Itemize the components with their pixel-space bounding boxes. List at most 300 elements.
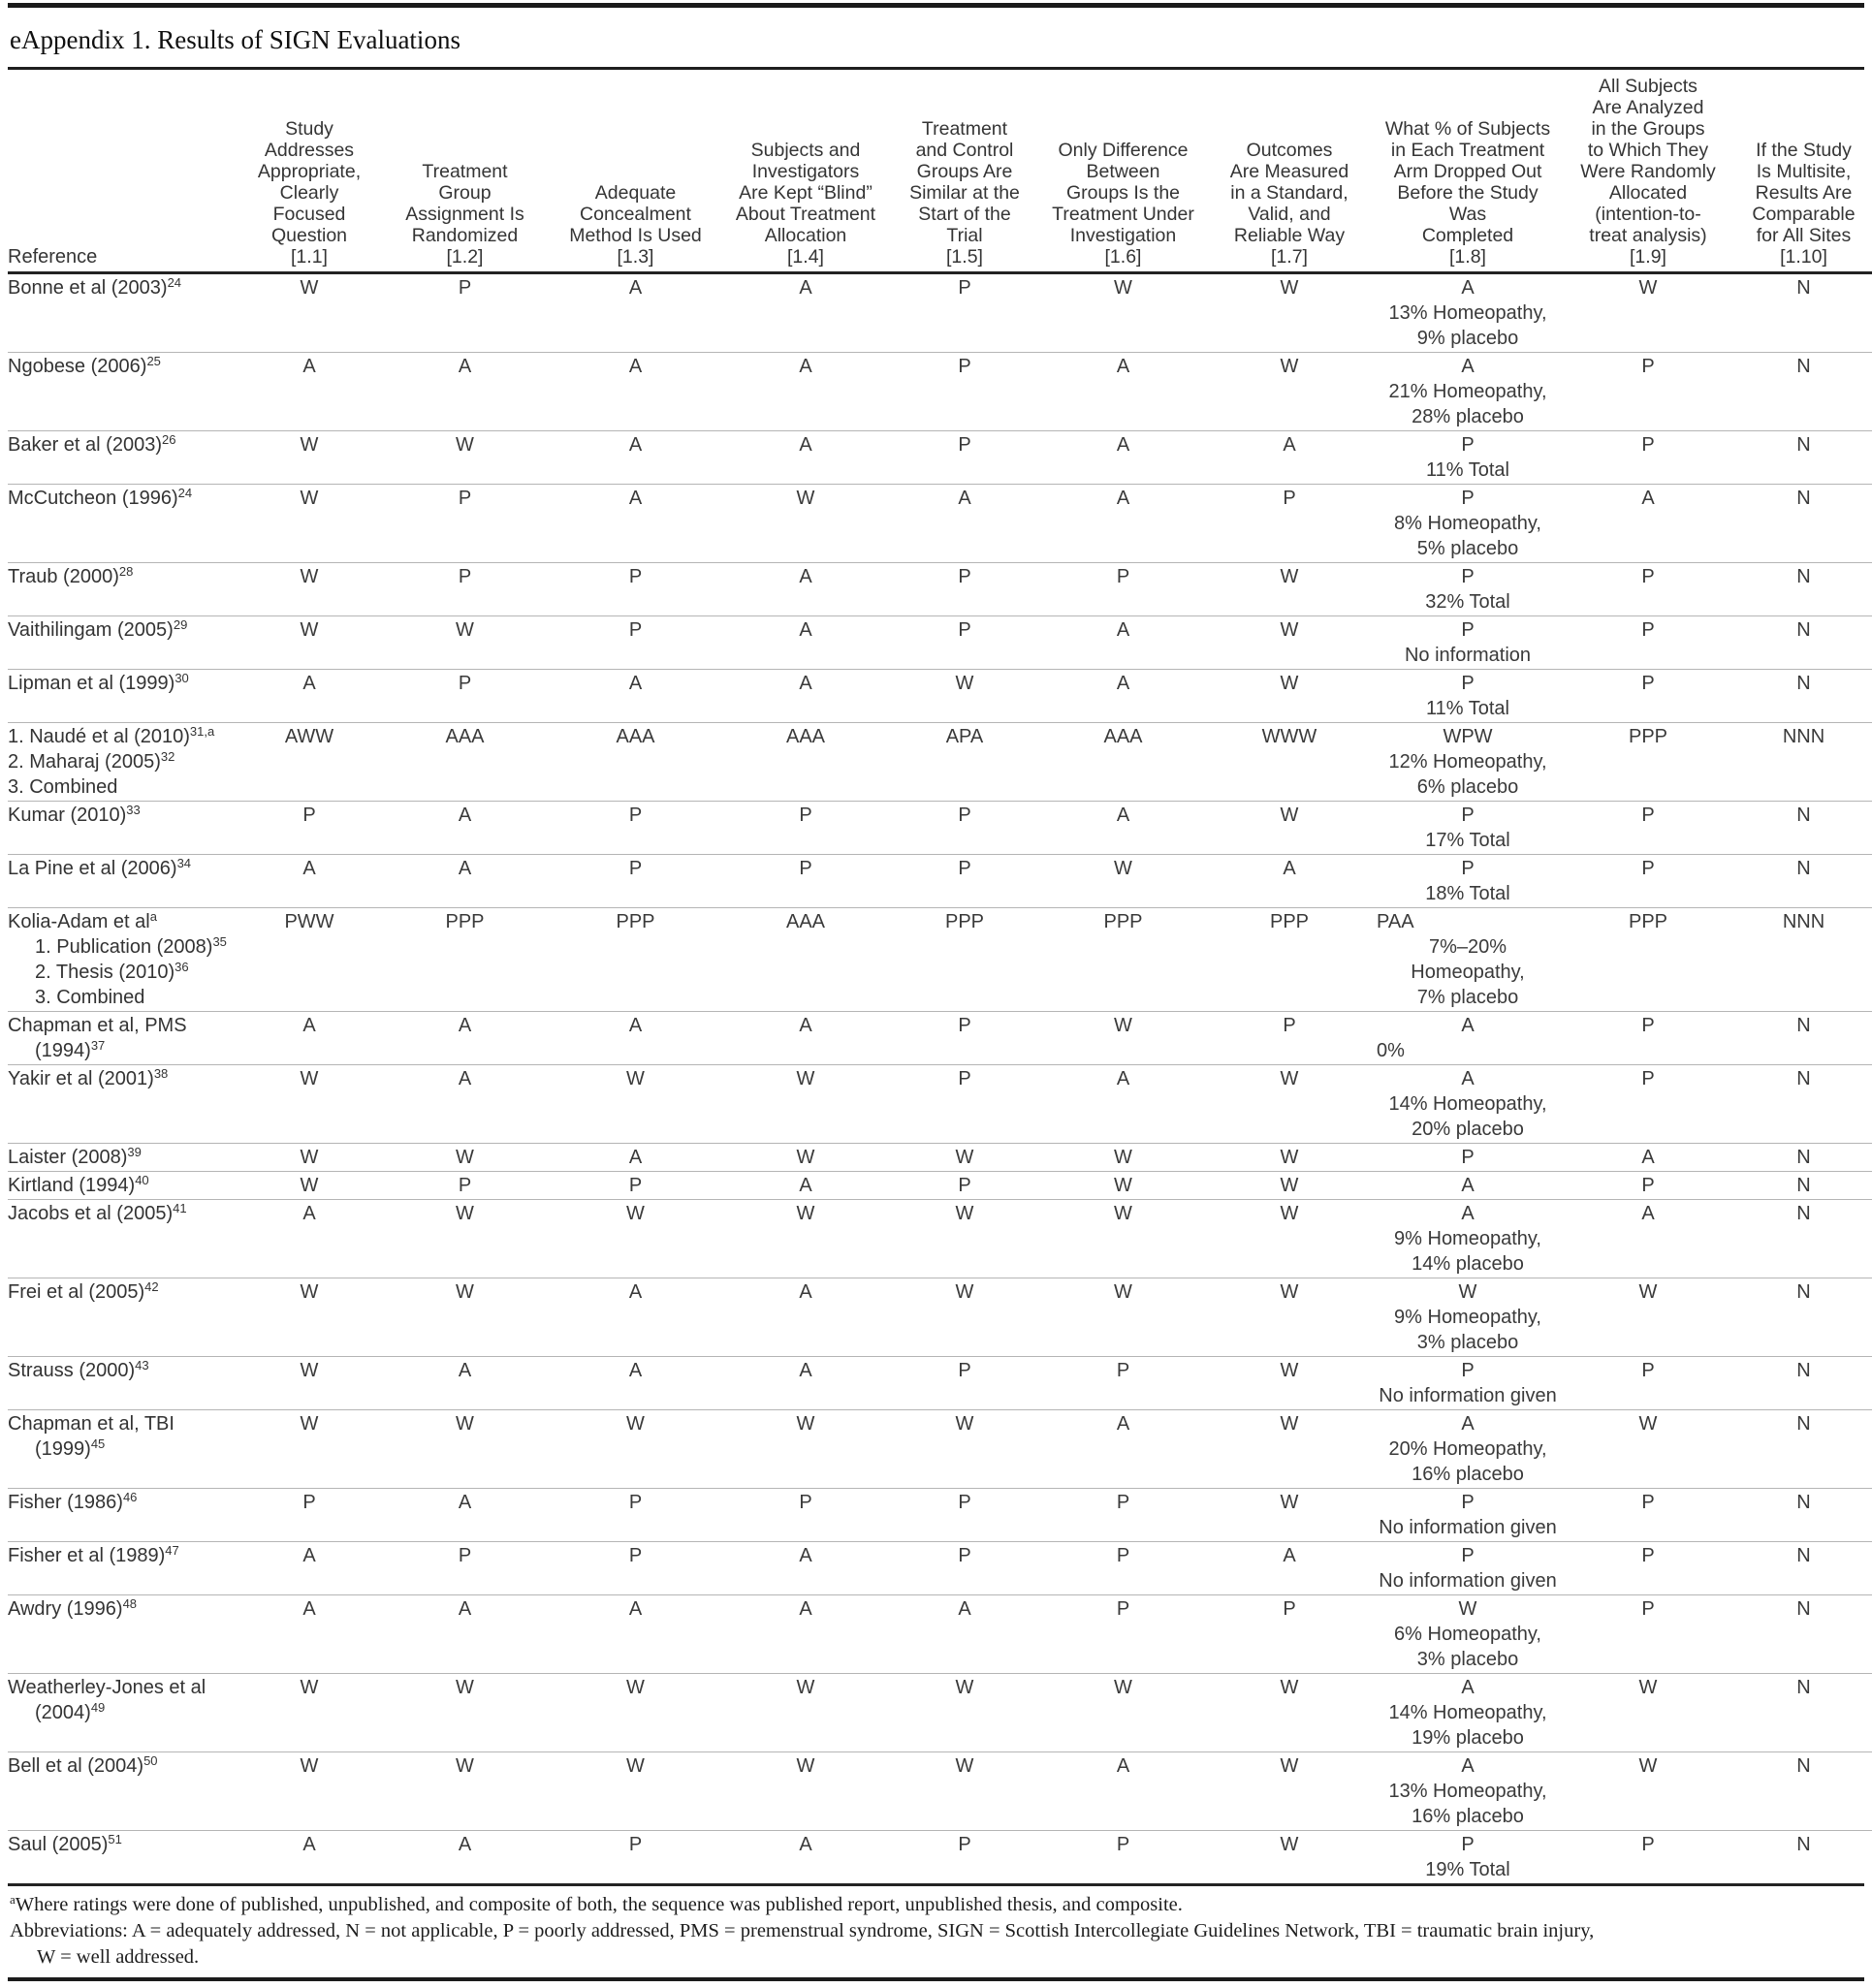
rating-cell: W	[1114, 1281, 1132, 1303]
header-line: Question	[270, 225, 348, 246]
reference-line: Fisher et al $(1989)^{47}$	[8, 1543, 179, 1566]
rating-cell: W	[796, 1068, 815, 1089]
rating-cell: W	[1280, 1281, 1299, 1303]
dropout-note: 20% placebo	[1412, 1119, 1524, 1140]
rating-cell: P	[958, 805, 971, 826]
dropout-note: 3% placebo	[1416, 1649, 1519, 1670]
dropout-rating: W	[1458, 1598, 1477, 1620]
column-header	[236, 70, 383, 273]
header-code: [1.5]	[946, 246, 983, 268]
dropout-rating: P	[1461, 1834, 1475, 1855]
header-code: [1.2]	[446, 246, 484, 268]
rating-cell: P	[1641, 1175, 1655, 1196]
rating-cell: P	[1641, 1834, 1655, 1855]
rating-cell: W	[1114, 858, 1132, 879]
dropout-cell	[1375, 563, 1561, 616]
rating-cell: A	[628, 488, 643, 509]
table-row	[8, 908, 1872, 1012]
rating-cell: A	[302, 1834, 316, 1855]
dropout-note: 3% placebo	[1416, 1332, 1519, 1353]
footnotes	[8, 1883, 1864, 1981]
footnote-abbreviations	[10, 1918, 1864, 1971]
rating-cell: W	[1638, 277, 1658, 299]
table-row	[8, 1278, 1872, 1357]
reference-cell	[8, 1278, 236, 1357]
reference-cell	[8, 908, 236, 1012]
dropout-note: 14% Homeopathy,	[1388, 1093, 1547, 1115]
header-line: What % of Subjects	[1384, 118, 1551, 140]
rating-cell: P	[628, 805, 643, 826]
rating-cell: P	[1641, 1068, 1655, 1089]
reference-cell	[8, 855, 236, 908]
dropout-cell	[1375, 1831, 1561, 1884]
rating-cell: A	[458, 1360, 472, 1381]
rating-cell: P	[958, 1175, 971, 1196]
reference-line: Jacobs et al $(2005)^{41}$	[8, 1201, 187, 1224]
dropout-note: 0%	[1377, 1040, 1405, 1061]
header-line: Randomized	[411, 225, 519, 246]
rating-cell: N	[1796, 673, 1811, 694]
header-line: Reliable Way	[1233, 225, 1346, 246]
rating-cell: A	[799, 1598, 812, 1620]
rating-cell: P	[1641, 673, 1655, 694]
rating-cell: A	[799, 356, 812, 377]
table-row	[8, 353, 1872, 431]
rating-cell: W	[456, 1413, 474, 1435]
table-row	[8, 485, 1872, 563]
dropout-cell	[1375, 353, 1561, 431]
rating-cell: W	[1280, 619, 1299, 641]
rating-cell: N	[1796, 1677, 1811, 1698]
reference-line: Kolia-Adam et $al^a$	[8, 909, 157, 932]
dropout-note: 14% Homeopathy,	[1388, 1702, 1547, 1723]
dropout-cell	[1375, 1144, 1561, 1172]
rating-cell: W	[1280, 356, 1299, 377]
rating-cell: A	[628, 673, 643, 694]
rating-cell: P	[1116, 566, 1130, 587]
header-line: treat analysis)	[1589, 225, 1707, 246]
dropout-note: 17% Total	[1425, 830, 1510, 851]
rating-cell: P	[1641, 858, 1655, 879]
dropout-note: 16% placebo	[1412, 1806, 1524, 1827]
column-header	[887, 70, 1042, 273]
rating-cell: W	[1280, 566, 1299, 587]
rating-cell: N	[1796, 1281, 1811, 1303]
dropout-cell	[1375, 1172, 1561, 1200]
header-line: Are Measured	[1229, 161, 1349, 182]
dropout-rating: A	[1461, 1015, 1475, 1036]
citation-superscript: 33	[126, 803, 141, 817]
rating-cell: W	[300, 1068, 319, 1089]
dropout-note: 11% Total	[1426, 459, 1509, 481]
rating-cell: P	[1116, 1834, 1130, 1855]
rating-cell: P	[958, 434, 971, 456]
rating-cell: P	[458, 1545, 472, 1566]
rating-cell: W	[1280, 1203, 1299, 1224]
header-code: [1.10]	[1780, 246, 1827, 268]
rating-cell: P	[628, 858, 643, 879]
rating-cell: P	[799, 805, 812, 826]
header-code: [1.4]	[787, 246, 824, 268]
rating-cell: P	[1116, 1598, 1130, 1620]
table-row	[8, 1595, 1872, 1674]
reference-line: Weatherley-Jones et al	[8, 1677, 206, 1698]
rating-cell: W	[456, 1677, 474, 1698]
rating-cell: W	[300, 1755, 319, 1777]
rating-cell: A	[1641, 1147, 1655, 1168]
rating-cell: A	[1116, 673, 1130, 694]
dropout-rating: P	[1461, 619, 1475, 641]
rating-cell: A	[628, 1147, 643, 1168]
rating-cell: P	[958, 1834, 971, 1855]
dropout-cell	[1375, 723, 1561, 802]
citation-superscript: 39	[127, 1145, 142, 1159]
rating-cell: W	[796, 488, 815, 509]
rating-cell: W	[626, 1677, 645, 1698]
dropout-rating: A	[1461, 1068, 1475, 1089]
rating-cell: A	[458, 1492, 472, 1513]
rating-cell: P	[958, 277, 971, 299]
citation-superscript: 24	[177, 486, 193, 500]
rating-cell: W	[955, 1203, 974, 1224]
rating-cell: W	[1280, 1068, 1299, 1089]
header-line: About Treatment	[735, 204, 876, 225]
reference-line: Chapman et al, PMS	[8, 1015, 187, 1036]
rating-cell: AAA	[445, 726, 485, 747]
table-row	[8, 670, 1872, 723]
dropout-rating: P	[1461, 434, 1475, 456]
table-row	[8, 1172, 1872, 1200]
dropout-note: No information given	[1379, 1385, 1557, 1406]
rating-cell: A	[799, 1281, 812, 1303]
rating-cell: W	[626, 1203, 645, 1224]
rating-cell: P	[1641, 1598, 1655, 1620]
header-line: Before the Study Was	[1397, 182, 1539, 225]
rating-cell: W	[1280, 1360, 1299, 1381]
column-header	[724, 70, 887, 273]
dropout-rating: P	[1461, 1360, 1475, 1381]
citation-superscript: 41	[173, 1201, 187, 1215]
rating-cell: PPP	[1628, 726, 1668, 747]
reference-line: Yakir et al $(2001)^{38}$	[8, 1066, 169, 1089]
rating-cell: W	[1638, 1281, 1658, 1303]
rating-cell: A	[628, 356, 643, 377]
footnote-a	[10, 1892, 1864, 1918]
dropout-cell	[1375, 431, 1561, 485]
header-line: and Control	[915, 140, 1014, 161]
rating-cell: A	[628, 1281, 643, 1303]
rating-cell: P	[958, 1360, 971, 1381]
rating-cell: P	[458, 566, 472, 587]
dropout-cell	[1375, 908, 1561, 1012]
reference-line: Kirtland $(1994)^{40}$	[8, 1173, 149, 1196]
rating-cell: W	[1280, 1492, 1299, 1513]
dropout-cell	[1375, 855, 1561, 908]
citation-superscript: 42	[144, 1279, 159, 1294]
dropout-rating: P	[1461, 858, 1475, 879]
rating-cell: A	[302, 858, 316, 879]
rating-cell: P	[958, 1015, 971, 1036]
dropout-cell	[1375, 616, 1561, 670]
dropout-note: 32% Total	[1425, 591, 1510, 613]
rating-cell: N	[1796, 1834, 1811, 1855]
reference-line: Bonne et al $(2003)^{24}$	[8, 275, 182, 299]
reference-cell	[8, 1144, 236, 1172]
header-line: (intention-to-	[1595, 204, 1701, 225]
rating-cell: P	[458, 1175, 472, 1196]
rating-cell: WWW	[1261, 726, 1317, 747]
rating-cell: W	[300, 277, 319, 299]
rating-cell: A	[799, 1545, 812, 1566]
rating-cell: P	[1116, 1492, 1130, 1513]
header-line: Outcomes	[1246, 140, 1333, 161]
paper-page	[0, 3, 1872, 1981]
citation-superscript: 45	[90, 1436, 106, 1451]
table-row	[8, 431, 1872, 485]
header-line: Results Are	[1755, 182, 1853, 204]
rating-cell: P	[958, 619, 971, 641]
rating-cell: APA	[945, 726, 984, 747]
table-row	[8, 802, 1872, 855]
column-header	[547, 70, 724, 273]
rating-cell: W	[300, 1413, 319, 1435]
rating-cell: A	[799, 566, 812, 587]
reference-line: Bell et al $(2004)^{50}$	[8, 1753, 158, 1777]
dropout-cell	[1375, 1200, 1561, 1278]
rating-cell: A	[1116, 805, 1130, 826]
dropout-note: 7% placebo	[1416, 987, 1519, 1008]
citation-superscript: 36	[175, 960, 189, 974]
header-line: Only Difference	[1058, 140, 1189, 161]
reference-line: Chapman et al, TBI	[8, 1413, 175, 1435]
rating-cell: A	[628, 1015, 643, 1036]
citation-superscript: 25	[146, 354, 161, 368]
rating-cell: P	[1283, 488, 1296, 509]
table-row	[8, 1674, 1872, 1752]
rating-cell: A	[799, 1360, 812, 1381]
citation-superscript: 43	[135, 1358, 149, 1373]
reference-line: 1. Publication $(2008)^{35}$	[35, 934, 227, 958]
reference-cell	[8, 802, 236, 855]
rating-cell: W	[796, 1413, 815, 1435]
header-line: Subjects and	[750, 140, 861, 161]
rating-cell: W	[626, 1068, 645, 1089]
rating-cell: W	[1114, 1147, 1132, 1168]
rating-cell: P	[628, 619, 643, 641]
sign-evaluations-table	[8, 70, 1872, 1883]
rating-cell: W	[300, 434, 319, 456]
dropout-rating: PAA	[1377, 911, 1414, 932]
table-row	[8, 1357, 1872, 1410]
reference-cell	[8, 1674, 236, 1752]
rating-cell: A	[1283, 858, 1296, 879]
table-row	[8, 1012, 1872, 1065]
rating-cell: W	[1280, 673, 1299, 694]
rating-cell: P	[628, 566, 643, 587]
reference-line: 1. Naudé et al $(2010)^{31,a}$	[8, 724, 215, 747]
rating-cell: P	[628, 1175, 643, 1196]
rating-cell: PWW	[284, 911, 334, 932]
rating-cell: W	[1280, 1834, 1299, 1855]
dropout-rating: P	[1461, 805, 1475, 826]
reference-cell	[8, 670, 236, 723]
column-header	[1204, 70, 1375, 273]
rating-cell: A	[1641, 488, 1655, 509]
rating-cell: PPP	[445, 911, 485, 932]
header-line: Are Kept “Blind”	[739, 182, 873, 204]
reference-line: McCutcheon $(1996)^{24}$	[8, 486, 193, 509]
header-line: for All Sites	[1756, 225, 1852, 246]
rating-cell: A	[1116, 1755, 1130, 1777]
rating-cell: W	[456, 1755, 474, 1777]
rating-cell: A	[1116, 619, 1130, 641]
rating-cell: N	[1796, 434, 1811, 456]
rating-cell: A	[302, 1598, 316, 1620]
rating-cell: P	[1641, 1360, 1655, 1381]
citation-superscript: 38	[153, 1066, 169, 1081]
reference-cell	[8, 1595, 236, 1674]
reference-line: Lipman et al $(1999)^{30}$	[8, 671, 189, 694]
reference-line: Fisher $(1986)^{46}$	[8, 1490, 138, 1513]
header-line: Groups Is the	[1065, 182, 1181, 204]
header-line: Treatment	[921, 118, 1008, 140]
reference-line: Baker et al $(2003)^{26}$	[8, 432, 176, 456]
rating-cell: P	[958, 566, 971, 587]
header-code: [1.8]	[1449, 246, 1486, 268]
dropout-cell	[1375, 1674, 1561, 1752]
header-code: [1.3]	[617, 246, 654, 268]
rating-cell: W	[1638, 1755, 1658, 1777]
dropout-rating: A	[1461, 1203, 1475, 1224]
rating-cell: AAA	[785, 726, 826, 747]
header-line: Are Analyzed	[1592, 97, 1704, 118]
rating-cell: A	[458, 1015, 472, 1036]
rating-cell: W	[1280, 1147, 1299, 1168]
dropout-note: 8% Homeopathy,	[1394, 513, 1541, 534]
header-line: to Which They	[1587, 140, 1709, 161]
rating-cell: N	[1796, 1147, 1811, 1168]
rating-cell: P	[1283, 1598, 1296, 1620]
rating-cell: P	[302, 1492, 316, 1513]
rating-cell: W	[955, 673, 974, 694]
header-line: Valid, and	[1248, 204, 1331, 225]
reference-cell	[8, 616, 236, 670]
rating-cell: P	[1641, 1015, 1655, 1036]
dropout-rating: W	[1458, 1281, 1477, 1303]
dropout-note: 21% Homeopathy,	[1388, 381, 1547, 402]
rating-cell: A	[1116, 434, 1130, 456]
rating-cell: N	[1796, 858, 1811, 879]
reference-line: Frei et al $(2005)^{42}$	[8, 1279, 159, 1303]
rating-cell: W	[300, 566, 319, 587]
footnote-abbr-wrap: W = well addressed.	[37, 1946, 200, 1968]
header-line: Investigation	[1069, 225, 1177, 246]
header-line: Appropriate,	[257, 161, 362, 182]
rating-cell: W	[1114, 1015, 1132, 1036]
header-line: Is Multisite,	[1756, 161, 1852, 182]
rating-cell: A	[458, 356, 472, 377]
rating-cell: P	[958, 356, 971, 377]
rating-cell: PPP	[1103, 911, 1143, 932]
rating-cell: N	[1796, 805, 1811, 826]
dropout-cell	[1375, 1065, 1561, 1144]
header-line: Group	[438, 182, 492, 204]
dropout-rating: WPW	[1443, 726, 1493, 747]
header-line: Treatment	[422, 161, 508, 182]
reference-cell	[8, 1752, 236, 1831]
table-row	[8, 855, 1872, 908]
dropout-cell	[1375, 1595, 1561, 1674]
reference-cell	[8, 1172, 236, 1200]
header-line: in a Standard,	[1230, 182, 1348, 204]
header-line: Were Randomly	[1580, 161, 1716, 182]
header-row	[8, 70, 1872, 273]
footnote-abbr-text: Abbreviations: A = adequately addressed, N = not applicable, P = poorly addressed, PMS = premenstrual syndrome, SIGN = Scottish Intercollegiate Guidelines Network, TBI = traumatic brain injury,	[10, 1920, 1595, 1941]
reference-header: Reference	[8, 246, 98, 268]
dropout-rating: A	[1461, 1755, 1475, 1777]
rating-cell: W	[1280, 1677, 1299, 1698]
header-line: Allocated	[1608, 182, 1688, 204]
rating-cell: N	[1796, 1068, 1811, 1089]
dropout-cell	[1375, 1542, 1561, 1595]
rating-cell: A	[799, 277, 812, 299]
dropout-rating: A	[1461, 277, 1475, 299]
rating-cell: P	[1116, 1360, 1130, 1381]
rating-cell: A	[628, 1360, 643, 1381]
rating-cell: W	[300, 1677, 319, 1698]
rating-cell: W	[1114, 277, 1132, 299]
rating-cell: W	[1638, 1413, 1658, 1435]
table-row	[8, 1410, 1872, 1489]
rating-cell: W	[1280, 805, 1299, 826]
header-line: Adequate	[594, 182, 677, 204]
reference-cell	[8, 353, 236, 431]
dropout-cell	[1375, 1357, 1561, 1410]
rating-cell: A	[799, 1834, 812, 1855]
rating-cell: P	[958, 1492, 971, 1513]
rating-cell: P	[302, 805, 316, 826]
rating-cell: A	[458, 1068, 472, 1089]
header-line: Arm Dropped Out	[1393, 161, 1542, 182]
dropout-note: 9% Homeopathy,	[1394, 1228, 1541, 1249]
rating-cell: AAA	[785, 911, 826, 932]
table-row	[8, 1200, 1872, 1278]
rating-cell: P	[1641, 805, 1655, 826]
dropout-rating: P	[1461, 1492, 1475, 1513]
header-line: in Each Treatment	[1390, 140, 1545, 161]
rating-cell: A	[302, 1545, 316, 1566]
dropout-note: 5% placebo	[1416, 538, 1519, 559]
header-line: Start of the	[918, 204, 1011, 225]
dropout-note: No information	[1404, 645, 1532, 666]
citation-superscript: 24	[167, 275, 182, 290]
reference-cell	[8, 1542, 236, 1595]
dropout-rating: P	[1461, 1147, 1475, 1168]
citation-superscript: 47	[165, 1543, 179, 1558]
dropout-note: No information given	[1379, 1517, 1557, 1538]
rating-cell: W	[796, 1147, 815, 1168]
rating-cell: A	[1283, 1545, 1296, 1566]
rating-cell: N	[1796, 1598, 1811, 1620]
rating-cell: P	[1641, 1545, 1655, 1566]
rating-cell: W	[796, 1677, 815, 1698]
header-line: Treatment Under	[1052, 204, 1194, 225]
rating-cell: N	[1796, 619, 1811, 641]
citation-superscript: 30	[175, 671, 189, 685]
rating-cell: A	[799, 1175, 812, 1196]
dropout-note: 16% placebo	[1412, 1464, 1524, 1485]
header-line: Comparable	[1752, 204, 1856, 225]
